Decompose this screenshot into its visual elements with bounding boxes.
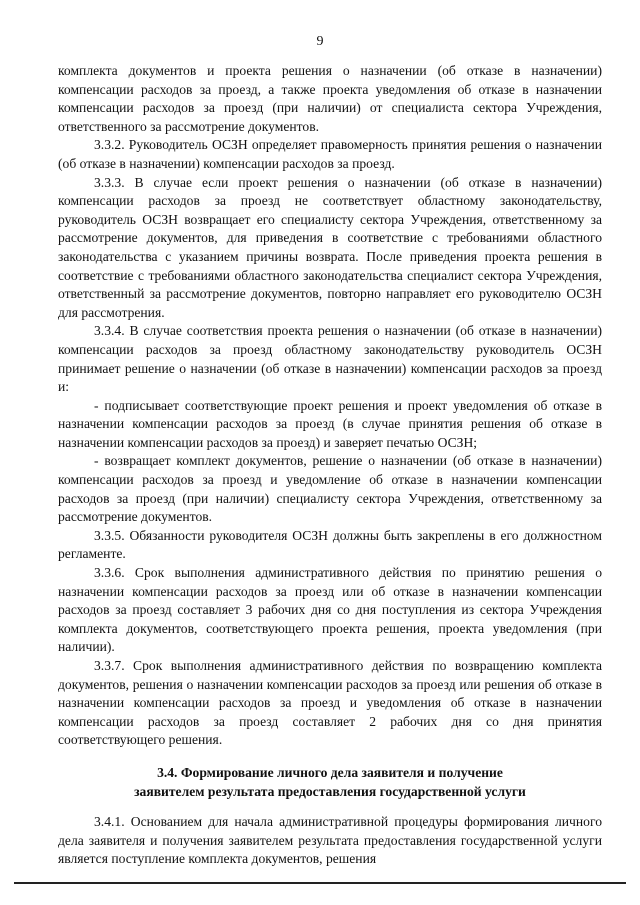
- paragraph-continuation: комплекта документов и проекта решения о назначении (об отказе в назначении) компенсации расходов за проезд, а также проекта уведомления об отказе в назначении компенсации расходов за проезд (при наличии) от специалиста сектора Учреждения, ответственного за рассмотрение документов.: [58, 63, 602, 134]
- section-heading-line-2: заявителем результата предоставления государственной услуги: [134, 783, 526, 799]
- section-heading-3-4: [58, 764, 602, 801]
- list-item-return: - возвращает комплект документов, решение о назначении (об отказе в назначении) компенсации расходов за проезд и уведомление об отказе в назначении компенсации расходов за проезд (при наличии) специалисту сектора Учреждения, ответственному за рассмотрение документов.: [58, 453, 602, 525]
- page-bottom-rule: [14, 882, 626, 884]
- paragraph-3-3-3: 3.3.3. В случае если проект решения о назначении (об отказе в назначении) компенсации расходов за проезд не соответствует областному законодательству, руководитель ОСЗН возвращает его специалисту сектора Учреждения, ответственному за рассмотрение документов, для приведения в соответствие с требованиями областного законодательства с указанием причины возврата. После приведения проекта решения в соответствие с требованиями областного законодательства специалист сектора Учреждения, ответственный за рассмотрение документов, повторно направляет его руководителю ОСЗН для рассмотрения.: [58, 174, 602, 320]
- paragraph-3-3-4: 3.3.4. В случае соответствия проекта решения о назначении (об отказе в назначении) компенсации расходов за проезд областному законодательству руководитель ОСЗН принимает решение о назначении (об отказе в назначении) компенсации расходов за проезд и:: [58, 323, 602, 395]
- paragraph-3-3-5: 3.3.5. Обязанности руководителя ОСЗН должны быть закреплены в его должностном регламенте.: [58, 527, 602, 562]
- paragraph-3-4-1: 3.4.1. Основанием для начала административной процедуры формирования личного дела заявителя и получения заявителем результата предоставления государственной услуги является поступление комплекта документов, решения: [58, 814, 602, 867]
- list-item-sign: - подписывает соответствующие проект решения и проект уведомления об отказе в назначении компенсации расходов за проезд (в случае принятия решения об отказе в назначении компенсации расходов за проезд) и заверяет печатью ОСЗН;: [58, 397, 602, 450]
- page-number: 9: [316, 34, 324, 49]
- document-body: [58, 62, 602, 869]
- paragraph-3-3-2: 3.3.2. Руководитель ОСЗН определяет правомерность принятия решения о назначении (об отказе в назначении) компенсации расходов за проезд.: [58, 137, 602, 171]
- section-heading-line-1: 3.4. Формирование личного дела заявителя и получение: [157, 764, 503, 780]
- paragraph-3-3-7: 3.3.7. Срок выполнения административного действия по возвращению комплекта документов, решения о назначении компенсации расходов за проезд или решения об отказе в назначении компенсации расходов за проезд и уведомления об отказе в назначении компенсации расходов за проезд составляет 2 рабочих дня со дня принятия соответствующего решения.: [58, 658, 602, 748]
- paragraph-3-3-6: 3.3.6. Срок выполнения административного действия по принятию решения о назначении компенсации расходов за проезд или об отказе в назначении компенсации расходов за проезд составляет 3 рабочих дня со дня поступления из сектора Учреждения комплекта документов, соответствующего проекта решения, проекта уведомления (при наличии).: [58, 565, 602, 655]
